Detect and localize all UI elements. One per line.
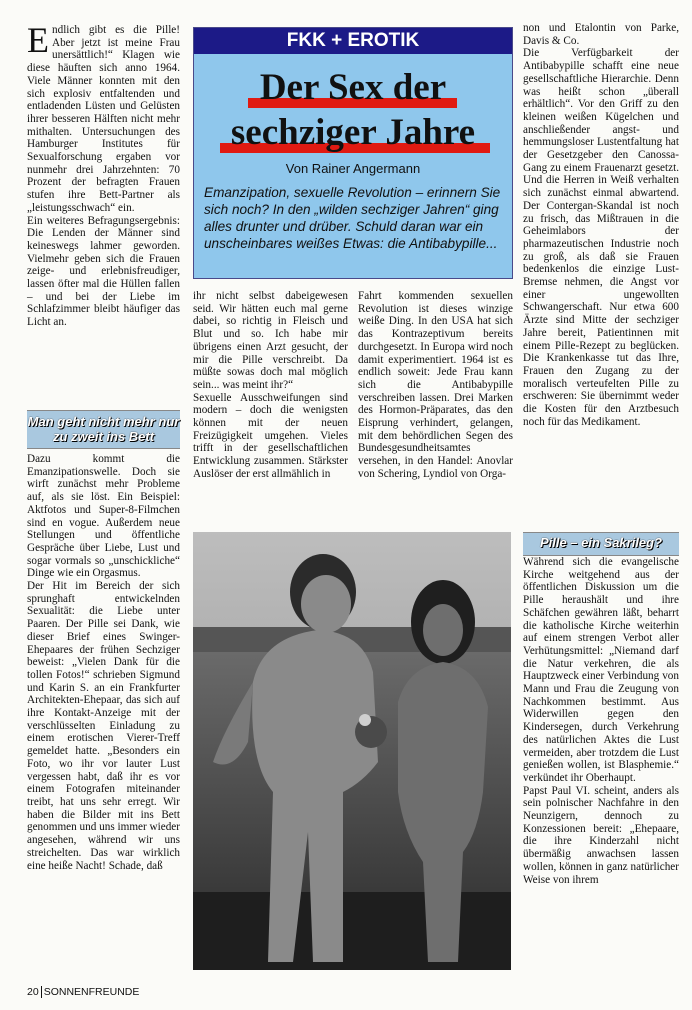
page-title-line-2: sechziger Jahre <box>230 112 476 153</box>
paragraph: Sexuelle Ausschweifungen sind modern – doch die wenigsten können mit der neuen Freizügigkeit umgehen. Vieles trifft in der gesellschaftlichen Entwicklung zusammen. Stärkster Auslöser der erst allmählich in <box>193 391 348 480</box>
article-column-2 <box>193 290 348 481</box>
article-column-4-continued <box>523 556 679 886</box>
article-column-3 <box>358 290 513 481</box>
footer-divider <box>41 986 42 998</box>
paragraph: Papst Paul VI. scheint, anders als sein polnischer Nachfahre in den Neunzigern, dennoch zu Konzessionen bereit: „Ehepaare, die ihre Kinderzahl nicht übermäßig anwachsen lassen wollen, können in ganz natürlicher Weise von ihrem <box>523 784 679 886</box>
paragraph: Die Verfügbarkeit der Antibabypille schafft eine neue gesellschaftliche Hierarchie. Denn was heißt schon „überall erhältlich“. Vor den Griff zu den kleinen weißen Kügelchen und anschließender angst- und hemmungsloser Lustentfaltung hat der Gesetzgeber den Canossa-Gang zu einem Frauenarzt gesetzt. Und die Herren in Weiß verhalten sich zunächst einmal abwartend. Der Contergan-Skandal ist noch zu frisch, das Mißtrauen in die Geheimlabors der pharmazeutischen Industrie noch zu groß, als daß sie Frauen bedenkenlos die einzige Lust-Bremse nehmen, die Angst vor einer ungewollten Schwangerschaft. Nur etwa 600 Ärzte sind Mitte der sechziger Jahre bereit, Patientinnen mit einem Pille-Rezept zu beglücken. Die Krankenkasse tut das Ihre, Frauen den Zugang zu der moralisch verteufelten Pille zu erschweren: Sie übernimmt weder die Kosten für den Arztbesuch noch für das Medikament. <box>523 47 679 428</box>
subheading: Pille – ein Sakrileg? <box>523 532 679 556</box>
section-label: FKK + EROTIK <box>194 28 512 54</box>
headline-box <box>193 27 513 279</box>
paragraph: non und Etalontin von Parke, Davis & Co. <box>523 22 679 47</box>
byline: Von Rainer Angermann <box>285 161 421 176</box>
paragraph: Während sich die evangelische Kirche weitgehend aus der öffentlichen Diskussion um die Pille heraushält und ihre Schäfchen gewähren läßt, beharrt die katholische Kirche weiterhin auf einem strengen Verbot aller Verhütungsmittel: „Niemand darf die Natur verkehren, die als Hauptzweck einer Verbindung von Mann und Frau die Zeugung von Nachkommen bestimmt. Aus Widerwillen gegen den Kindersegen, durch Verkehrung des natürlichen Aktes die Lust vermeiden, aber trotzdem die Lust genießen wollen, ist Blasphemie.“ verkündet ihr Oberhaupt. <box>523 556 679 784</box>
paragraph: Dazu kommt die Emanzipationswelle. Doch sie wirft zunächst mehr Probleme auf, als sie löst. Ein Beispiel: Aktfotos und Super-8-Filmchen sind en vogue. Außerdem neue Stellungen und öffentliche Gespräche über Liebe, Lust und sogar vormals so „unschickliche“ Dinge wie ein Orgasmus. <box>27 453 180 580</box>
paragraph-text: ndlich gibt es die Pille! Aber jetzt ist meine Frau unersättlich!“ Klagen wie diese häuften sich anno 1964. Viele Männer konnten mit den sich explosiv entfaltenden und entladenden Lüsten und Gelüsten ihrer besseren Hälften nicht mehr mithalten. Untersuchungen des Hamburger Institutes für Sexualforschung ergaben vor nunmehr drei Jahrzehnten: 70 Prozent der befragten Frauen stufen ihre Bett-Partner als „leistungsschwach“ ein. <box>27 24 180 214</box>
magazine-name: SONNENFREUNDE <box>43 986 140 998</box>
page-footer <box>27 986 139 998</box>
paragraph: Fahrt kommenden sexuellen Revolution ist dieses winzige weiße Ding. In den USA hat sich das Kontrazeptivum bereits durchgesetzt. In Europa wird noch damit experimentiert. 1964 ist es endlich soweit: Jede Frau kann sich die Antibabypille verschreiben lassen. Drei Marken des Hormon-Präparates, das den Eisprung verhindert, gelangen, mit dem behördlichen Segen des Bundesgesundheitsamtes versehen, in den Handel: Anovlar von Schering, Lyndiol von Orga- <box>358 290 513 480</box>
article-column-4 <box>523 22 679 429</box>
paragraph <box>27 20 180 215</box>
article-photo <box>193 532 511 970</box>
paragraph: Ein weiteres Befragungsergebnis: Die Lenden der Männer sind keineswegs lahmer geworden. Vielmehr geben sich die Frauen zeige- und erlebnisfreudiger, lassen öfter mal die Hüllen fallen – und bei der Liebe im Schlafzimmer bleibt häufiger das Licht an. <box>27 214 180 329</box>
paragraph: ihr nicht selbst dabeigewesen seid. Wir hätten euch mal gerne dabei, so richtig in Fleisch und Blut und so. Ich habe mir übrigens einen Arzt gesucht, der mir die Pille verschreibt. Da müßte sowas doch mal möglich sein... was meint ihr?“ <box>193 290 348 391</box>
paragraph: Der Hit im Bereich der sich sprunghaft entwickelnden Sexualität: die Liebe unter Paaren. Der Pille sei Dank, wie dieser Brief eines Swinger-Ehepaares der frühen Sechziger beweist: „Vielen Dank für die tollen Fotos!“ schrieben Sigmund und Karin S. an ein Frankfurter Architekten-Ehepaar, das sich auf ihre Kontakt-Anzeige mit der verschlüsselten Einladung zu einem erotischen Vierer-Treff gemeldet hatte. „Besonders ein Foto, wo ihr vor lauter Lust vergessen habt, daß ihr es vor einem Fotografen miteinander treibt, hat uns sehr erregt. Wir haben die Bilder mit ins Bett genommen und uns immer wieder angesehen, während wir uns streichelten. Das war wirklich eine heiße Nacht! Schade, daß <box>27 580 180 872</box>
article-column-1 <box>27 20 180 329</box>
page-title-line-1: Der Sex der <box>259 67 447 108</box>
drop-cap: E <box>27 20 49 60</box>
article-column-1-continued <box>27 453 180 872</box>
subheading: Man geht nicht mehr nur zu zweit ins Bett <box>27 410 180 449</box>
page-number: 20 <box>27 986 39 998</box>
photo-illustration <box>193 532 511 970</box>
lead-paragraph: Emanzipation, sexuelle Revolution – erinnern Sie sich noch? In den „wilden sechziger Jahren“ ging alles drunter und drüber. Schuld daran war ein unscheinbares weißes Etwas: die Antibabypille... <box>204 185 501 251</box>
